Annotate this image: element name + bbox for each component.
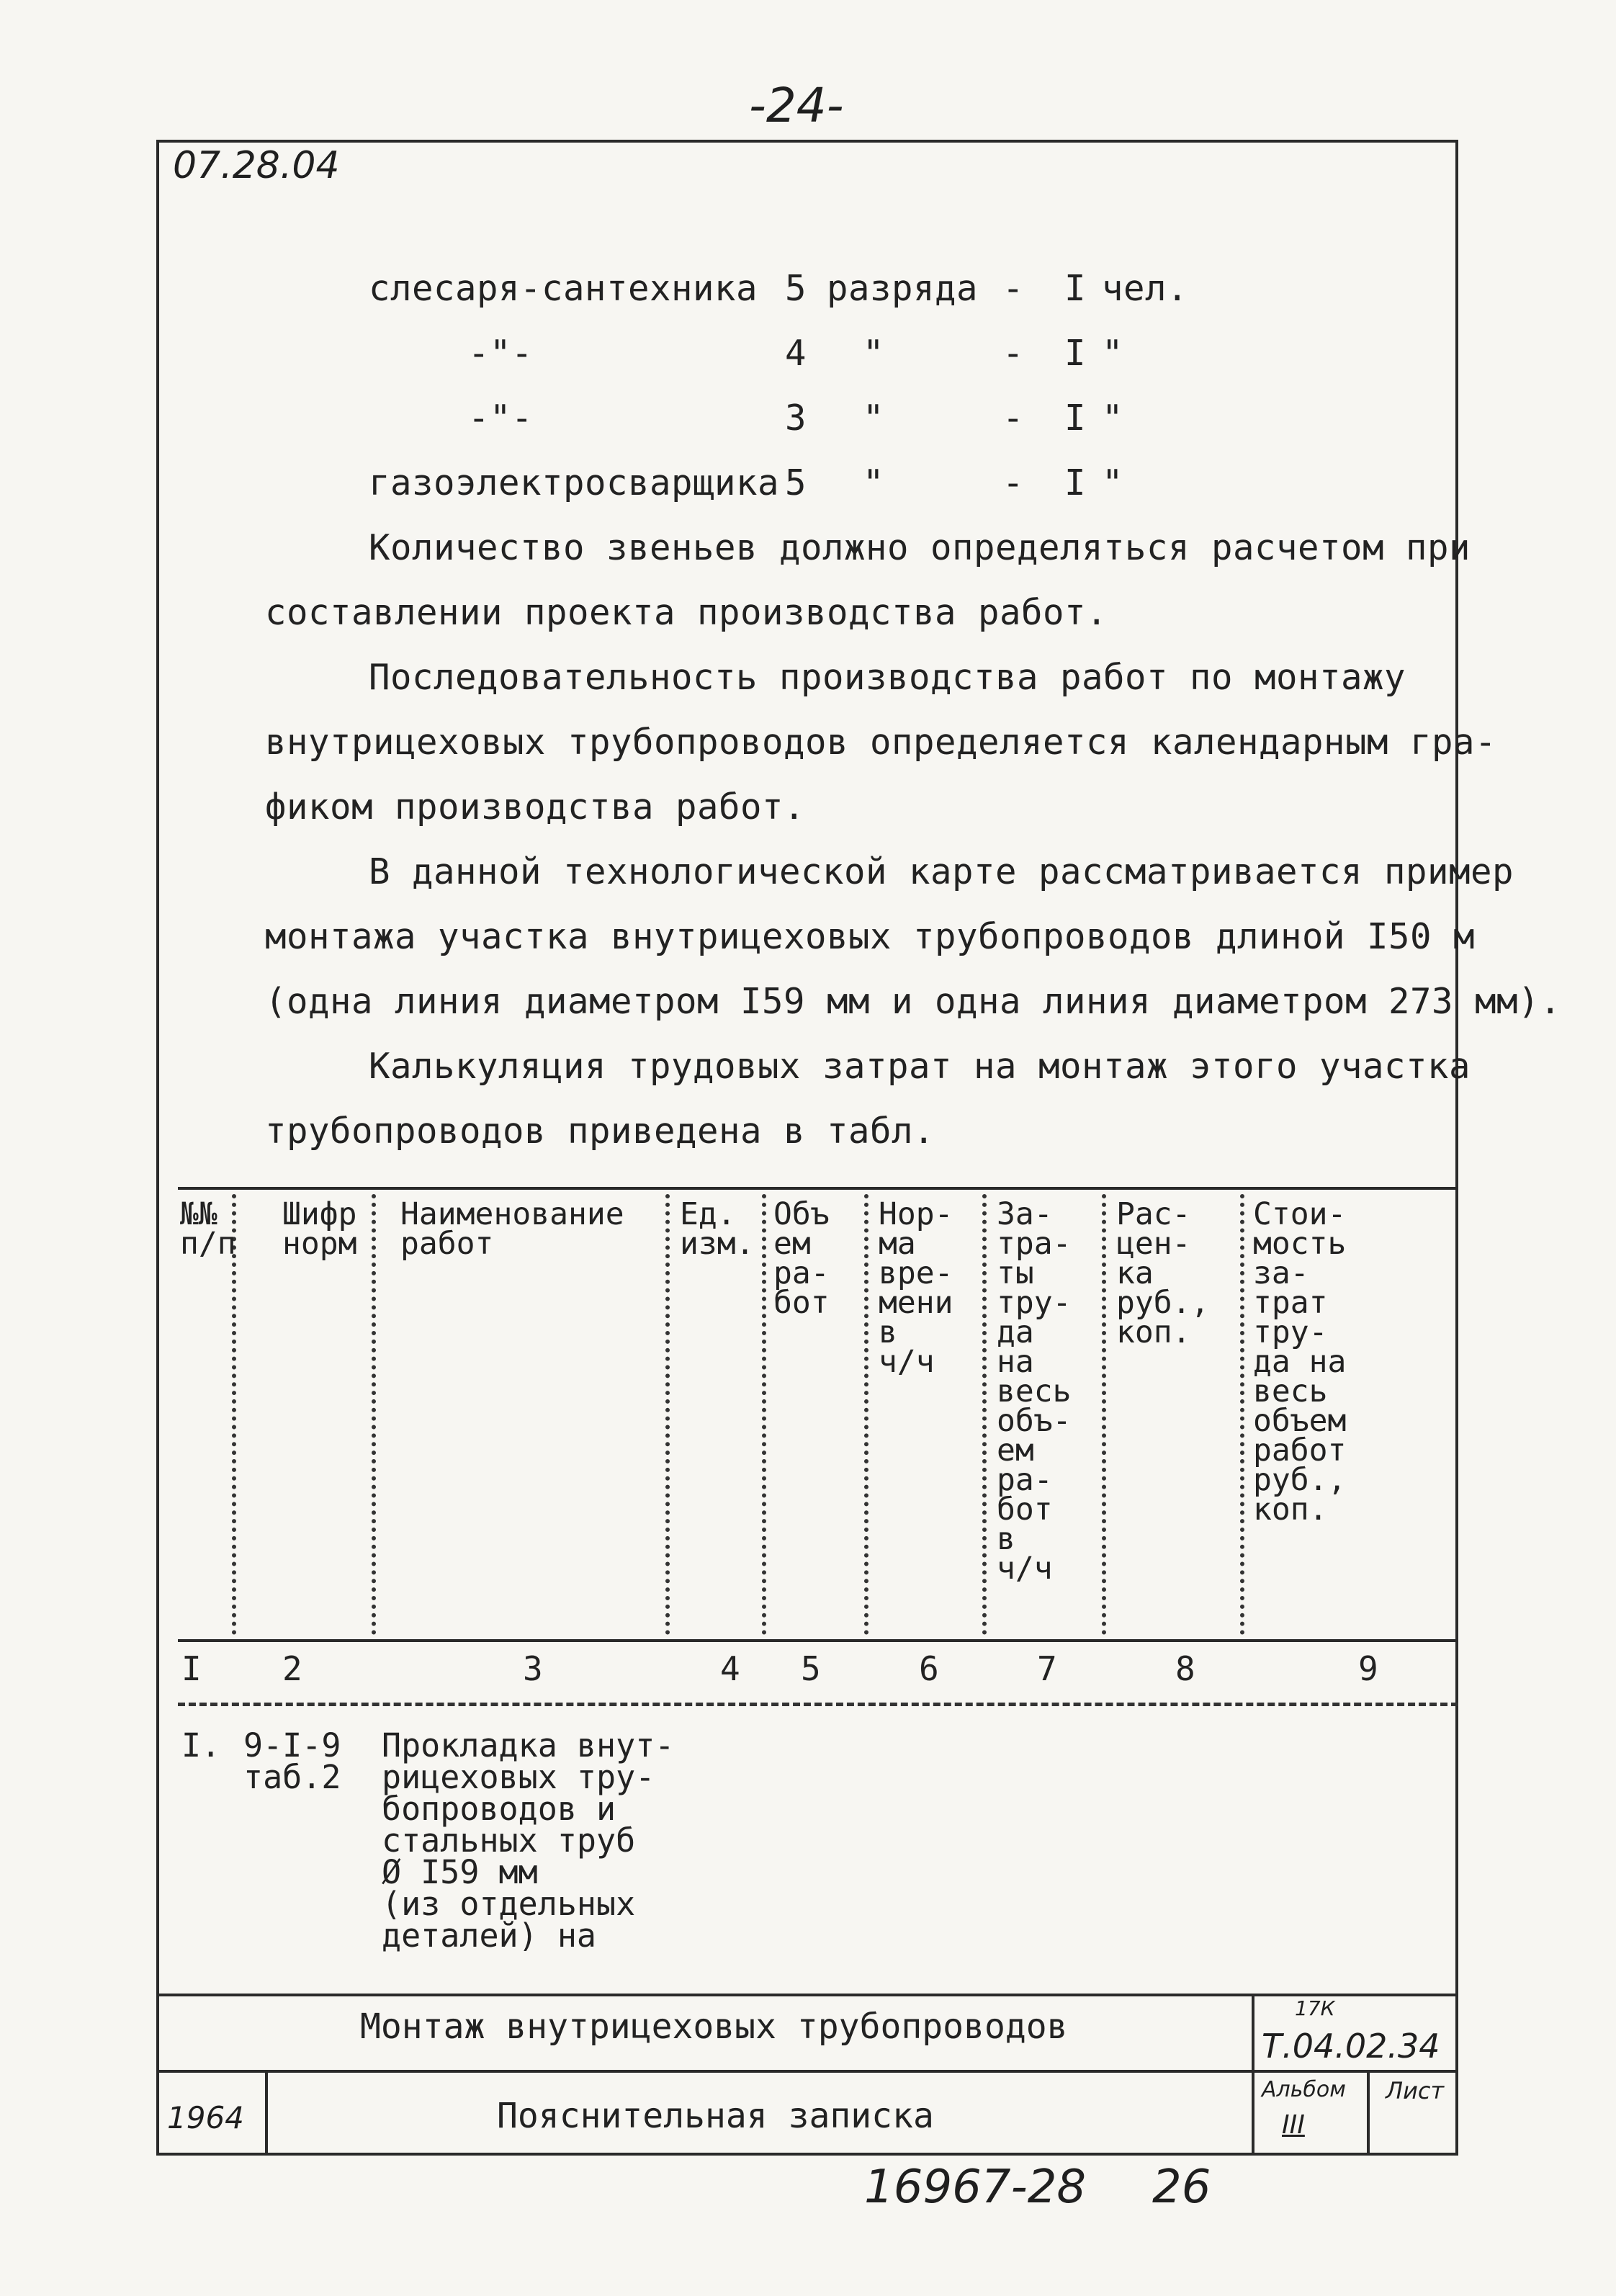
header-volume: Объ ем ра- бот <box>773 1196 830 1321</box>
column-divider <box>1102 1194 1106 1635</box>
row-number: I. <box>181 1726 221 1764</box>
crew-grade: 5 <box>785 462 807 503</box>
header-rate: Рас- цен- ка руб., коп. <box>1116 1196 1210 1350</box>
row-code: 9-I-9 таб.2 <box>243 1726 341 1796</box>
column-number: 6 <box>919 1649 939 1688</box>
crew-dash: - <box>1002 333 1025 374</box>
crew-suffix: чел. <box>1102 268 1189 309</box>
crew-unit: разряда <box>827 268 979 309</box>
paragraph-line: (одна линия диаметром I59 мм и одна линия диаметром 273 мм). <box>265 981 1562 1022</box>
document-code: Т.04.02.34 <box>1262 2027 1440 2066</box>
corner-code: 07.28.04 <box>173 144 340 187</box>
paragraph-line: фиком производства работ. <box>265 786 806 828</box>
column-number-separator <box>178 1703 1458 1706</box>
paragraph-line: Последовательность производства работ по монтажу <box>369 657 1406 698</box>
album-label: Альбом <box>1262 2077 1346 2102</box>
header-total-cost: Стои- мость за- трат тру- да на весь объем работ руб., коп. <box>1253 1196 1347 1528</box>
title-block-divider <box>265 2070 268 2156</box>
column-divider <box>864 1194 868 1635</box>
paragraph-line: В данной технологической карте рассматривается пример <box>369 851 1514 892</box>
header-code: Шифр норм <box>282 1196 357 1262</box>
column-number: 9 <box>1358 1649 1378 1688</box>
crew-trade: -"- <box>468 333 534 374</box>
archive-number: 16967-28 <box>864 2161 1087 2214</box>
column-divider <box>665 1194 670 1635</box>
title-block-middle-rule <box>156 2070 1458 2073</box>
crew-dash: - <box>1002 398 1025 439</box>
crew-trade: слесаря-сантехника <box>369 268 758 309</box>
crew-count: I <box>1064 333 1087 374</box>
header-unit: Ед. изм. <box>680 1196 755 1262</box>
sheet-label: Лист <box>1386 2077 1445 2104</box>
crew-dash: - <box>1002 268 1025 309</box>
paragraph-line: составлении проекта производства работ. <box>265 592 1108 633</box>
paragraph-line: внутрицеховых трубопроводов определяется календарным гра- <box>265 722 1497 763</box>
archive-page: 26 <box>1152 2161 1211 2214</box>
crew-trade: -"- <box>468 398 534 439</box>
header-bottom-rule <box>178 1639 1458 1642</box>
column-number: 3 <box>523 1649 543 1688</box>
crew-unit: " <box>863 398 885 439</box>
crew-count: I <box>1064 398 1087 439</box>
crew-unit: " <box>863 462 885 503</box>
header-labor-cost: За- тра- ты тру- да на весь объ- ем ра- бот в ч/ч <box>997 1196 1072 1587</box>
album-value: III <box>1282 2110 1305 2140</box>
paragraph-line: Количество звеньев должно определяться расчетом при <box>369 527 1471 568</box>
crew-suffix: " <box>1102 462 1124 503</box>
title-block-divider <box>1367 2070 1370 2156</box>
column-number: 8 <box>1175 1649 1195 1688</box>
column-divider <box>372 1194 376 1635</box>
paragraph-line: трубопроводов приведена в табл. <box>265 1111 935 1152</box>
crew-grade: 3 <box>785 398 807 439</box>
paragraph-line: монтажа участка внутрицеховых трубопроводов длиной I50 м <box>265 916 1476 957</box>
crew-count: I <box>1064 462 1087 503</box>
column-number: 4 <box>720 1649 740 1688</box>
crew-trade: газоэлектросварщика <box>369 462 780 503</box>
crew-suffix: " <box>1102 398 1124 439</box>
crew-unit: " <box>863 333 885 374</box>
crew-dash: - <box>1002 462 1025 503</box>
column-number: 2 <box>282 1649 302 1688</box>
crew-count: I <box>1064 268 1087 309</box>
header-time-norm: Нор- ма вре- мени в ч/ч <box>879 1196 953 1380</box>
table-top-rule <box>178 1187 1458 1190</box>
column-divider <box>1240 1194 1244 1635</box>
row-work-name: Прокладка внут- рицеховых тру- бопроводов и стальных труб Ø I59 мм (из отдельных деталей) на <box>382 1726 675 1955</box>
header-row-number: №№ п/п <box>180 1196 236 1262</box>
column-number: 5 <box>801 1649 821 1688</box>
document-title: Монтаж внутрицеховых трубопроводов <box>360 2006 1068 2047</box>
document-subtitle: Пояснительная записка <box>497 2096 934 2136</box>
crew-grade: 5 <box>785 268 807 309</box>
document-code-top: 17К <box>1295 1996 1335 2020</box>
title-block-divider <box>1252 1994 1254 2156</box>
crew-grade: 4 <box>785 333 807 374</box>
paragraph-line: Калькуляция трудовых затрат на монтаж этого участка <box>369 1046 1471 1087</box>
header-work-name: Наименование работ <box>400 1196 624 1262</box>
column-divider <box>762 1194 766 1635</box>
title-block-top-rule <box>156 1994 1458 1996</box>
page-number: -24- <box>749 78 844 133</box>
crew-suffix: " <box>1102 333 1124 374</box>
column-number: 7 <box>1037 1649 1057 1688</box>
year: 1964 <box>167 2100 244 2135</box>
column-divider <box>982 1194 987 1635</box>
column-number: I <box>181 1649 202 1688</box>
